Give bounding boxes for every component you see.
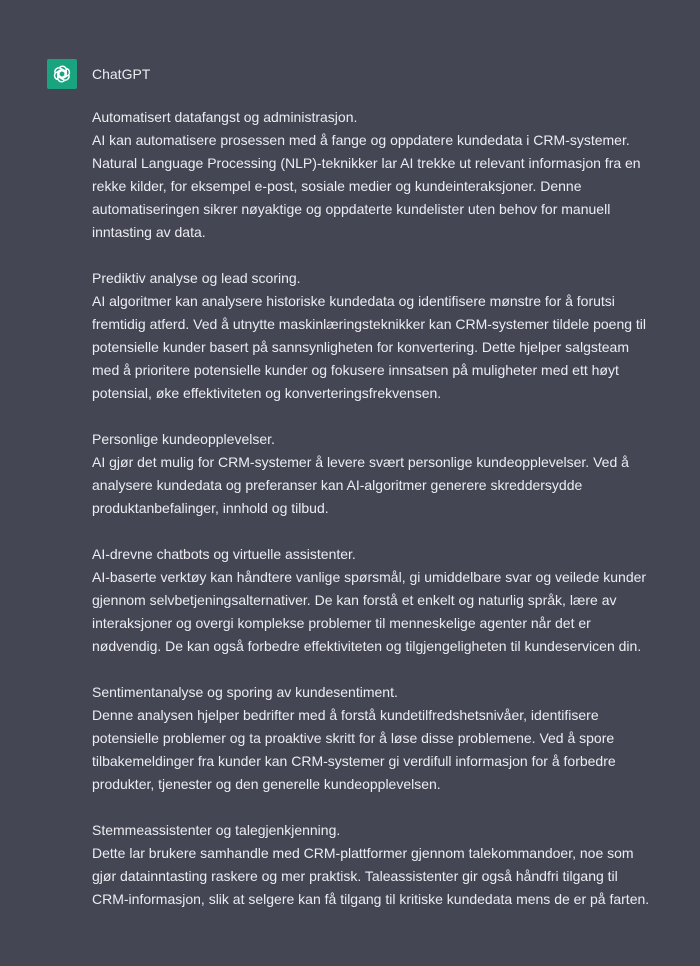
section-title: Sentimentanalyse og sporing av kundesentiment. [92,684,398,700]
section-title: Personlige kundeopplevelser. [92,431,275,447]
section-body: AI kan automatisere prosessen med å fange og oppdatere kundedata i CRM-systemer. Natural Language Processing (NLP)-teknikker lar AI trekke ut relevant informasjon fra en rekke kilder, for eksempel e-post, sosiale medier og kundeinteraksjoner. Denne automatiseringen sikrer nøyaktige og oppdaterte kundelister uten behov for manuell inntasting av data. [92,132,641,240]
section-body: Dette lar brukere samhandle med CRM-plattformer gjennom talekommandoer, noe som gjør datainntasting raskere og mer praktisk. Taleassistenter gir også håndfri tilgang til CRM-informasjon, slik at selgere kan få tilgang til kritiske kundedata mens de er på farten. [92,845,650,907]
openai-logo-icon [51,63,73,85]
section-predictive-analysis [92,267,658,405]
section-data-capture [92,106,658,244]
sender-name: ChatGPT [92,66,151,82]
section-body: Denne analysen hjelper bedrifter med å forstå kundetilfredshetsnivåer, identifisere potensielle problemer og ta proaktive skritt for å løse disse problemene. Ved å spore tilbakemeldinger fra kunder kan CRM-systemer gi verdifull informasjon for å forbedre produkter, tjenester og den generelle kundeopplevelsen. [92,707,616,792]
message-content [92,106,658,911]
section-body: AI-baserte verktøy kan håndtere vanlige spørsmål, gi umiddelbare svar og veilede kunder gjennom selvbetjeningsalternativer. De kan forstå et enkelt og naturlig språk, lære av interaksjoner og overgi komplekse problemer til menneskelige agenter når det er nødvendig. De kan også forbedre effektiviteten og tilgjengeligheten til kundeservicen din. [92,569,647,654]
section-voice-assistants [92,819,658,911]
section-title: Stemmeassistenter og talegjenkjenning. [92,822,341,838]
section-title: Automatisert datafangst og administrasjon. [92,109,358,125]
section-personal-experiences [92,428,658,520]
section-body: AI algoritmer kan analysere historiske kundedata og identifisere mønstre for å forutsi fremtidig atferd. Ved å utnytte maskinlæringsteknikker kan CRM-systemer tildele poeng til potensielle kunder basert på sannsynligheten for konvertering. Dette hjelper salgsteam med å prioritere potensielle kunder og fokusere innsatsen på muligheter med ett høyt potensial, øke effektiviteten og konverteringsfrekvensen. [92,293,647,401]
avatar [47,59,77,89]
section-sentiment-analysis [92,681,658,796]
section-body: AI gjør det mulig for CRM-systemer å levere svært personlige kundeopplevelser. Ved å analysere kundedata og preferanser kan AI-algoritmer generere skreddersydde produktanbefalinger, innhold og tilbud. [92,454,629,516]
section-title: Prediktiv analyse og lead scoring. [92,270,301,286]
section-chatbots [92,543,658,658]
section-title: AI-drevne chatbots og virtuelle assistenter. [92,546,356,562]
